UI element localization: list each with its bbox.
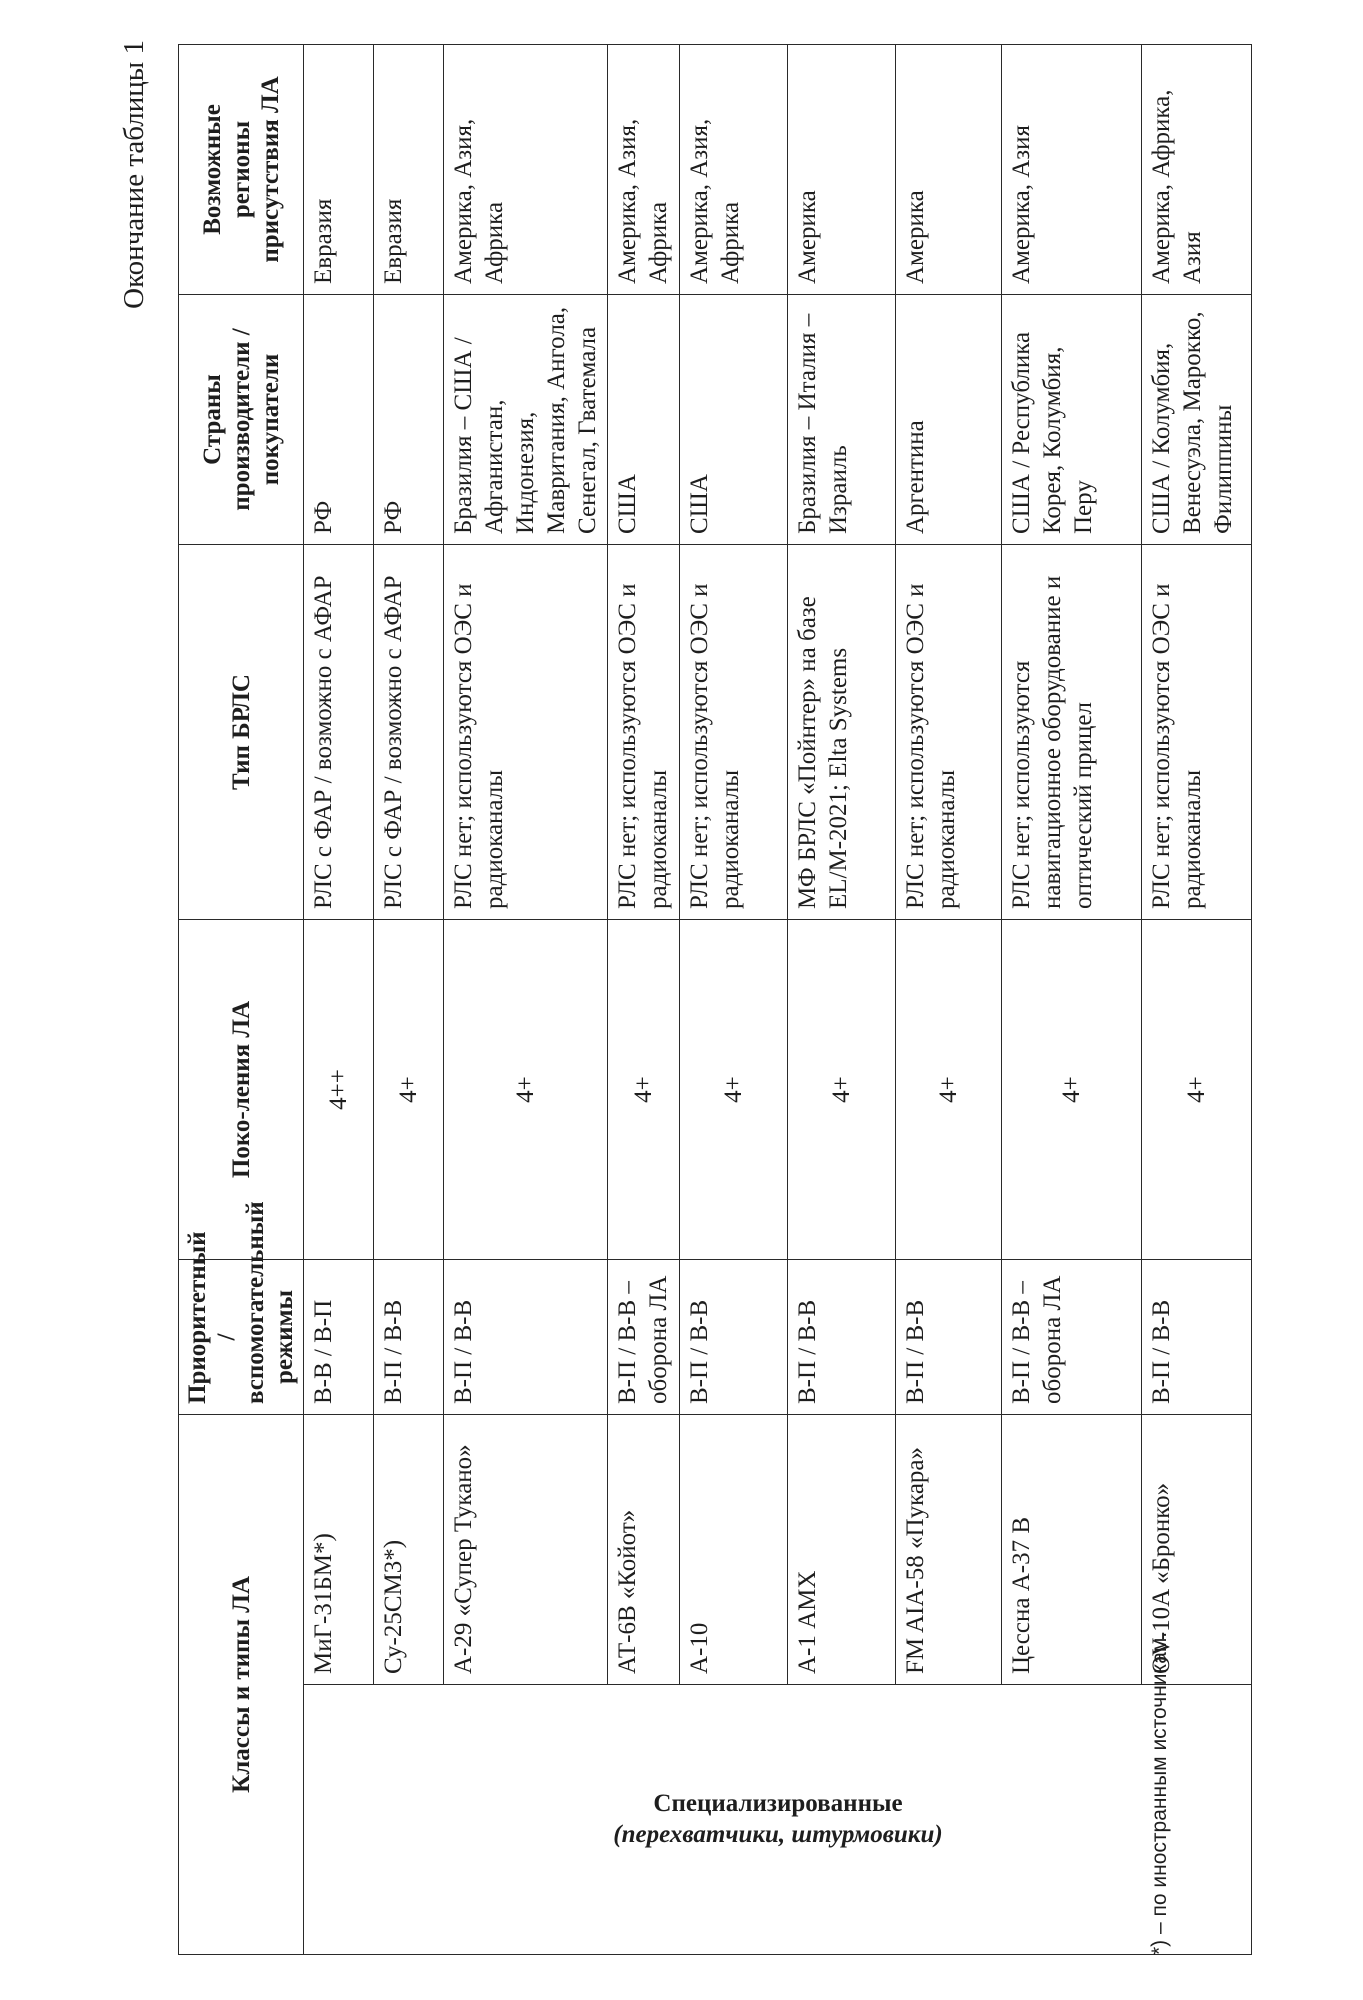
cell-countries: РФ (374, 295, 444, 545)
cell-radar: РЛС нет; используются ОЭС и радиоканалы (444, 545, 608, 920)
category-subtitle: (перехватчики, штурмовики) (612, 1821, 943, 1849)
cell-type: OV-10A «Бронко» (1142, 1415, 1252, 1685)
header-classes-types: Классы и типы ЛА (179, 1415, 304, 1955)
cell-generation: 4+ (1142, 920, 1252, 1260)
table-row (374, 45, 444, 1955)
cell-type: А-1 АМХ (788, 1415, 896, 1685)
cell-countries: Аргентина (896, 295, 1002, 545)
cell-regions: Америка, Азия, Африка (608, 45, 680, 295)
cell-regions: Америка, Азия, Африка (444, 45, 608, 295)
cell-generation: 4+ (788, 920, 896, 1260)
cell-regions: Америка, Азия (1002, 45, 1142, 295)
cell-countries: США (608, 295, 680, 545)
footnote: *) – по иностранным источникам. (1148, 1631, 1171, 1955)
table-row (896, 45, 1002, 1955)
table-row (680, 45, 788, 1955)
cell-regions: Америка (788, 45, 896, 295)
cell-type: А-29 «Супер Тукано» (444, 1415, 608, 1685)
cell-mode: В-П / В-В – оборона ЛА (608, 1260, 680, 1415)
cell-radar: РЛС с ФАР / возможно с АФАР (374, 545, 444, 920)
cell-mode: В-П / В-В (896, 1260, 1002, 1415)
header-mode: Приоритетный / вспомогательный режимы (179, 1260, 304, 1415)
cell-mode: В-П / В-В (680, 1260, 788, 1415)
cell-generation: 4+ (896, 920, 1002, 1260)
cell-mode: В-П / В-В (1142, 1260, 1252, 1415)
cell-mode: В-П / В-В (374, 1260, 444, 1415)
category-cell (304, 1685, 1252, 1955)
cell-mode: В-В / В-П (304, 1260, 374, 1415)
table-caption: Окончание таблицы 1 (118, 40, 150, 309)
cell-countries: РФ (304, 295, 374, 545)
cell-mode: В-П / В-В (788, 1260, 896, 1415)
cell-regions: Америка, Африка, Азия (1142, 45, 1252, 295)
cell-radar: РЛС нет; используются навигационное оборудование и оптический прицел (1002, 545, 1142, 920)
cell-radar: РЛС с ФАР / возможно с АФАР (304, 545, 374, 920)
cell-type: FM AIA-58 «Пукара» (896, 1415, 1002, 1685)
cell-generation: 4+ (374, 920, 444, 1260)
cell-radar: РЛС нет; используются ОЭС и радиоканалы (680, 545, 788, 920)
header-generation: Поко-ления ЛА (179, 920, 304, 1260)
cell-generation: 4+ (680, 920, 788, 1260)
cell-countries: Бразилия – Италия – Израиль (788, 295, 896, 545)
cell-regions: Америка (896, 45, 1002, 295)
table-row (1002, 45, 1142, 1955)
cell-type: А-10 (680, 1415, 788, 1685)
cell-generation: 4+ (608, 920, 680, 1260)
table-row (444, 45, 608, 1955)
header-radar-type: Тип БРЛС (179, 545, 304, 920)
cell-countries: США / Колумбия, Венесуэла, Марокко, Филиппины (1142, 295, 1252, 545)
table-row (608, 45, 680, 1955)
header-row (179, 45, 304, 1955)
cell-countries: США / Республика Корея, Колумбия, Перу (1002, 295, 1142, 545)
cell-radar: РЛС нет; используются ОЭС и радиоканалы (608, 545, 680, 920)
cell-radar: МФ БРЛС «Пойнтер» на базе EL/M-2021; Elta Systems (788, 545, 896, 920)
cell-regions: Евразия (374, 45, 444, 295)
cell-mode: В-П / В-В (444, 1260, 608, 1415)
cell-mode: В-П / В-В – оборона ЛА (1002, 1260, 1142, 1415)
table-row (304, 45, 374, 1955)
category-title: Специализированные (652, 1790, 903, 1818)
cell-generation: 4++ (304, 920, 374, 1260)
cell-regions: Евразия (304, 45, 374, 295)
cell-generation: 4+ (1002, 920, 1142, 1260)
cell-radar: РЛС нет; используются ОЭС и радиоканалы (1142, 545, 1252, 920)
cell-radar: РЛС нет; используются ОЭС и радиоканалы (896, 545, 1002, 920)
cell-countries: США (680, 295, 788, 545)
header-countries: Страны производители / покупатели (179, 295, 304, 545)
cell-generation: 4+ (444, 920, 608, 1260)
cell-type: АТ-6В «Койот» (608, 1415, 680, 1685)
cell-countries: Бразилия – США / Афганистан, Индонезия, Мавритания, Ангола, Сенегал, Гватемала (444, 295, 608, 545)
cell-regions: Америка, Азия, Африка (680, 45, 788, 295)
header-regions: Возможные регионы присутствия ЛА (179, 45, 304, 295)
cell-type: МиГ-31БМ*) (304, 1415, 374, 1685)
table-row (788, 45, 896, 1955)
cell-type: Цессна А-37 В (1002, 1415, 1142, 1685)
cell-type: Су-25СМ3*) (374, 1415, 444, 1685)
aircraft-table (178, 44, 1252, 1955)
